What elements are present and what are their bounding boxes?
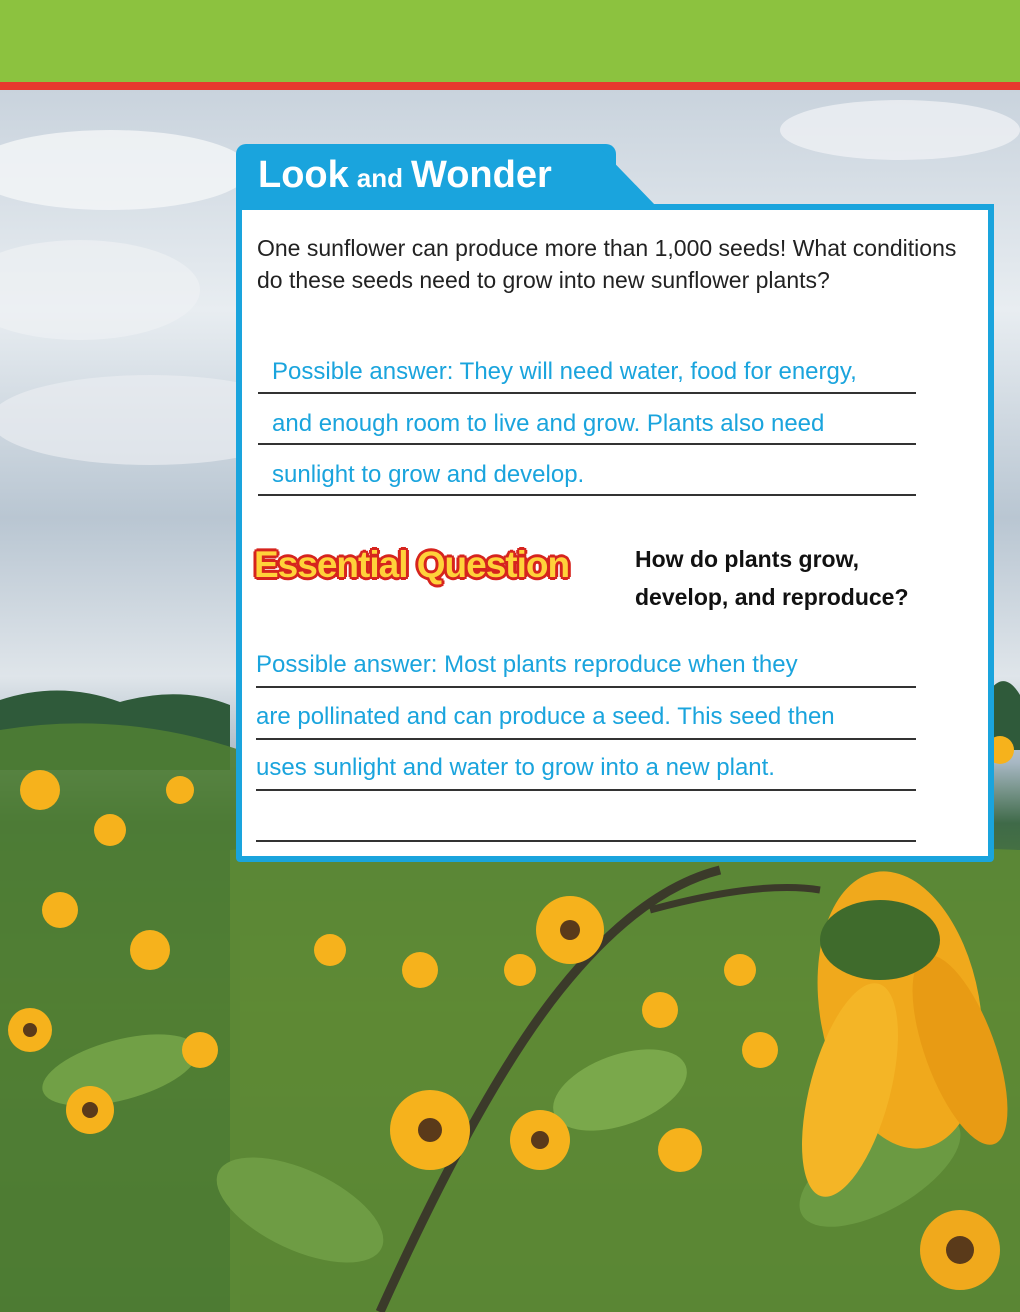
eq-line-1: How do plants grow, xyxy=(635,546,860,572)
essential-question-badge: Essential Question xyxy=(254,544,570,585)
answer-rule xyxy=(256,738,916,740)
eq-answer-line-3: uses sunlight and water to grow into a new plant. xyxy=(256,754,775,781)
answer-rule xyxy=(256,789,916,791)
eq-answer-line-1: Possible answer: Most plants reproduce when they xyxy=(256,651,798,678)
top-color-band xyxy=(0,0,1020,82)
answer-rule xyxy=(258,443,916,445)
answer-rule xyxy=(256,686,916,688)
answer-rule xyxy=(258,494,916,496)
essential-question-text xyxy=(635,540,975,616)
eq-answer-line-2: are pollinated and can produce a seed. This seed then xyxy=(256,703,835,730)
tab-slope xyxy=(596,144,656,206)
title-look: Look xyxy=(258,154,349,196)
section-title xyxy=(258,154,552,202)
answer-rule xyxy=(258,392,916,394)
header-divider xyxy=(0,82,1020,90)
wonder-answer-line-2: and enough room to live and grow. Plants also need xyxy=(272,410,825,437)
title-wonder: Wonder xyxy=(411,154,552,196)
title-and: and xyxy=(356,163,404,193)
wonder-answer-line-3: sunlight to grow and develop. xyxy=(272,461,585,488)
eq-line-2: develop, and reproduce? xyxy=(635,584,909,610)
answer-rule xyxy=(256,840,916,842)
wonder-answer-line-1: Possible answer: They will need water, food for energy, xyxy=(272,358,857,385)
wonder-question: One sunflower can produce more than 1,000 seeds! What conditions do these seeds need to grow into new sunflower plants? xyxy=(257,235,957,293)
